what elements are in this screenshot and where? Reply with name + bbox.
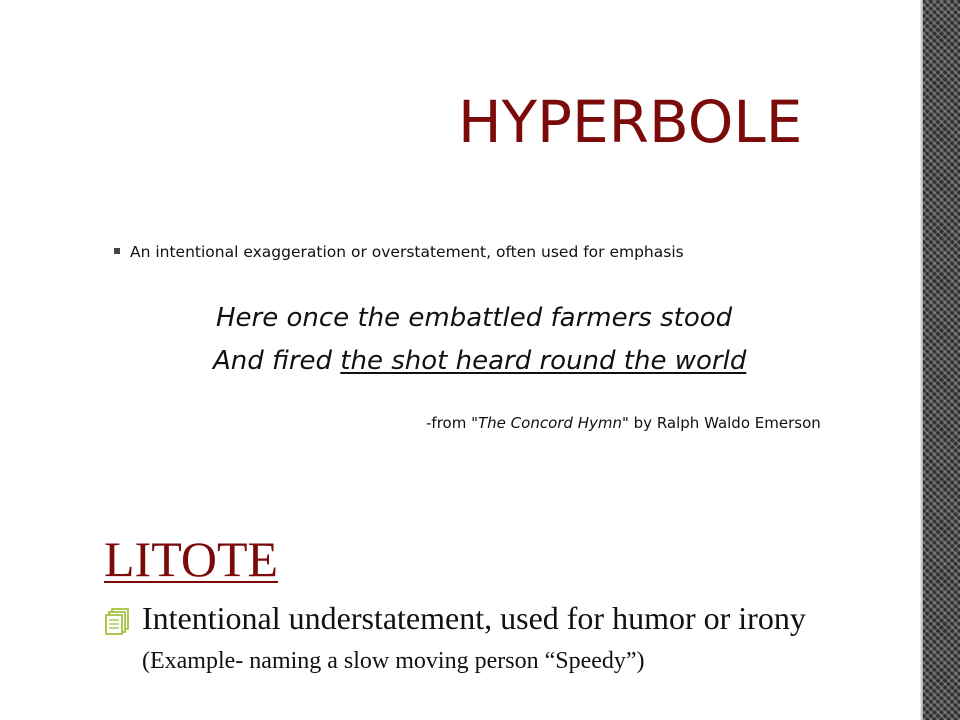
quote-line-2-prefix: And fired	[213, 346, 341, 376]
quote-source	[426, 414, 821, 432]
source-suffix: " by Ralph Waldo Emerson	[621, 414, 821, 432]
source-prefix: -from "	[426, 414, 478, 432]
decorative-side-border	[923, 0, 960, 720]
hyperbole-definition-item	[114, 243, 684, 261]
square-bullet-icon	[114, 248, 120, 254]
stacked-documents-icon	[104, 607, 132, 635]
source-title: The Concord Hymn	[478, 414, 622, 432]
quote-line-1: Here once the embattled farmers stood	[216, 303, 733, 333]
slide-title-hyperbole: HYPERBOLE	[458, 88, 803, 156]
hyperbole-definition: An intentional exaggeration or overstatement, often used for emphasis	[130, 243, 684, 261]
quote-line-2	[213, 346, 746, 376]
quote-line-2-underlined: the shot heard round the world	[340, 346, 747, 376]
litote-example: (Example- naming a slow moving person “Speedy”)	[142, 648, 645, 674]
section-title-litote: LITOTE	[104, 531, 279, 587]
litote-definition: Intentional understatement, used for humor or irony	[142, 600, 806, 636]
